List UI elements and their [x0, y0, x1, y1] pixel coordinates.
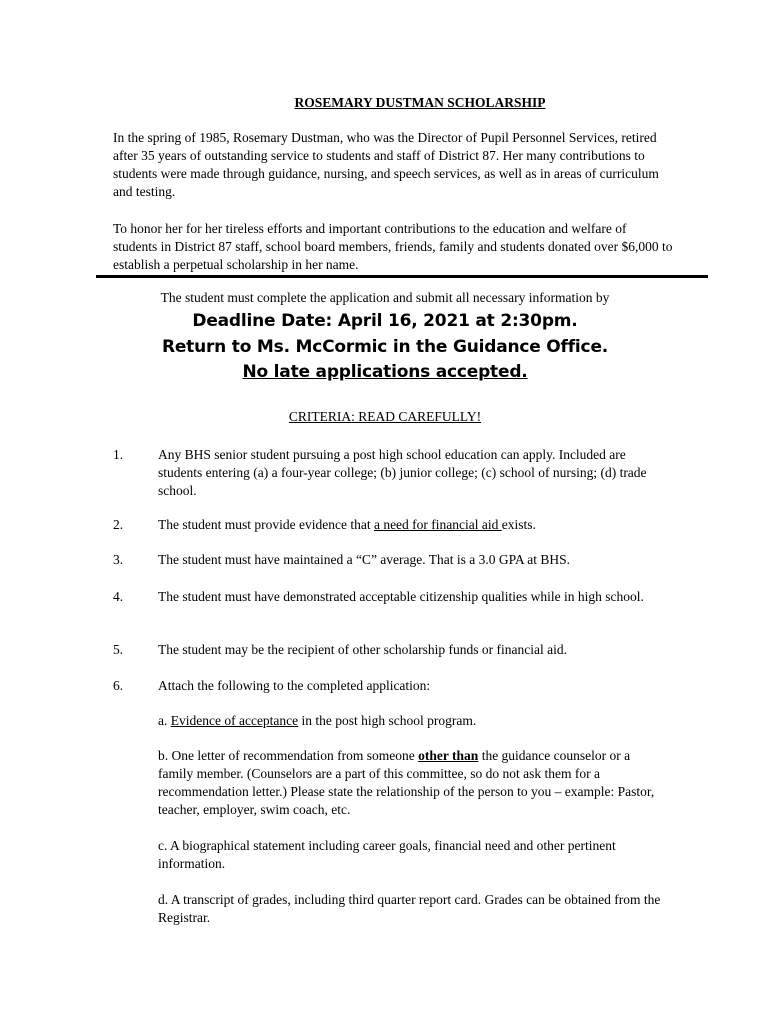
criteria-text: The student must have maintained a “C” average. That is a 3.0 GPA at BHS.	[158, 552, 571, 567]
criteria-number: 3.	[113, 552, 124, 567]
attachment-a-prefix: a.	[158, 713, 171, 728]
honor-paragraph: To honor her for her tireless efforts and important contributions to the education and welfare of students in District 87 staff, school board members, friends, family and students donated over $6,000 to establish a perpetual scholarship in her name.	[113, 221, 673, 272]
other-than-emphasis: other than	[418, 748, 479, 763]
criteria-text: The student may be the recipient of other scholarship funds or financial aid.	[158, 642, 567, 657]
document-title: ROSEMARY DUSTMAN SCHOLARSHIP	[294, 95, 546, 110]
criteria-number: 4.	[113, 589, 124, 604]
attachment-a-text: in the post high school program.	[298, 713, 477, 728]
criteria-text-end: exists.	[501, 517, 536, 532]
attachment-item-a	[158, 712, 663, 730]
attachment-b-text-end: the guidance counselor or a family member. (Counselors are a part of this committee, so do not ask them for a recommendation letter.) Please state the relationship of the person to you – example: Pastor, teacher, employer, swim coach, etc.	[158, 748, 655, 817]
no-late-notice: No late applications accepted.	[242, 362, 528, 382]
attachment-item-d: d. A transcript of grades, including third quarter report card. Grades can be obtained from the Registrar.	[158, 892, 661, 925]
criteria-number: 5.	[113, 642, 124, 657]
criteria-number: 2.	[113, 517, 124, 532]
attachment-item-b	[158, 747, 663, 819]
attachment-item-c: c. A biographical statement including career goals, financial need and other pertinent information.	[158, 838, 616, 871]
return-instructions: Return to Ms. McCormic in the Guidance Office.	[161, 337, 609, 357]
intro-text: The student must complete the application and submit all necessary information by	[160, 290, 610, 305]
attachment-b-text-start: b. One letter of recommendation from someone	[158, 748, 419, 763]
criteria-heading: CRITERIA: READ CAREFULLY!	[288, 409, 482, 424]
criteria-text: The student must have demonstrated acceptable citizenship qualities while in high school.	[158, 589, 644, 604]
deadline-date: Deadline Date: April 16, 2021 at 2:30pm.	[192, 311, 578, 331]
history-paragraph: In the spring of 1985, Rosemary Dustman, who was the Director of Pupil Personnel Services, retired after 35 years of outstanding service to students and staff of District 87. Her many contributions to students were made through guidance, nursing, and speech services, as well as in areas of curriculum and testing.	[113, 130, 659, 199]
criteria-text: Any BHS senior student pursuing a post high school education can apply. Included are students entering (a) a four-year college; (b) junior college; (c) school of nursing; (d) trade school.	[158, 447, 647, 498]
financial-need-phrase: a need for financial aid	[373, 517, 502, 532]
criteria-text	[158, 516, 663, 534]
criteria-number: 1.	[113, 447, 124, 462]
section-divider	[96, 275, 708, 278]
criteria-number: 6.	[113, 678, 124, 693]
criteria-text-start: The student must provide evidence that	[158, 517, 374, 532]
evidence-of-acceptance-phrase: Evidence of acceptance	[170, 713, 299, 728]
criteria-text: Attach the following to the completed application:	[158, 678, 431, 693]
